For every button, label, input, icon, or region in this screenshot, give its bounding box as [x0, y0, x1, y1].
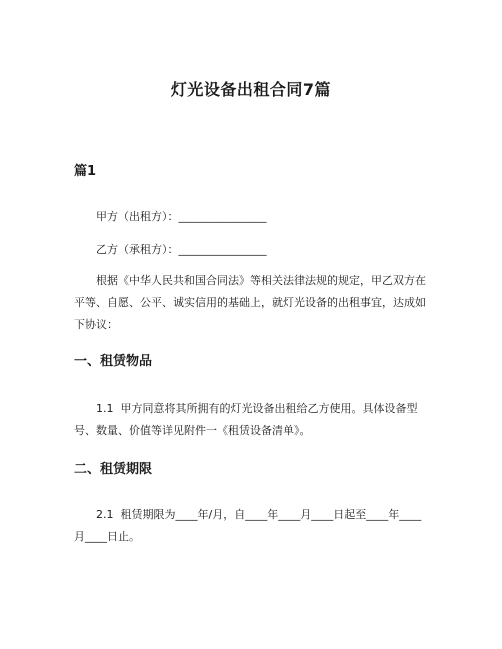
clause-1-1: 1.1 甲方同意将其所拥有的灯光设备出租给乙方使用。具体设备型号、数量、价值等详见附件一《租赁设备清单》。: [74, 402, 418, 437]
clause-2-1: 2.1 租赁期限为____年/月，自____年____月____日起至____年____月____日止。: [74, 508, 422, 543]
section-heading-rental-term: 二、租赁期限: [74, 462, 153, 477]
party-b-line: 乙方（承租方）：________________: [96, 243, 267, 256]
section-heading-rental-items: 一、租赁物品: [74, 354, 153, 369]
document-title: 灯光设备出租合同7篇: [170, 80, 332, 99]
preamble-paragraph: 根据《中华人民共和国合同法》等相关法律法规的规定，甲乙双方在平等、自愿、公平、诚实信用的基础上，就灯光设备的出租事宜，达成如下协议：: [74, 274, 426, 331]
part-heading: 篇1: [74, 164, 97, 179]
party-a-line: 甲方（出租方）：________________: [96, 210, 267, 223]
